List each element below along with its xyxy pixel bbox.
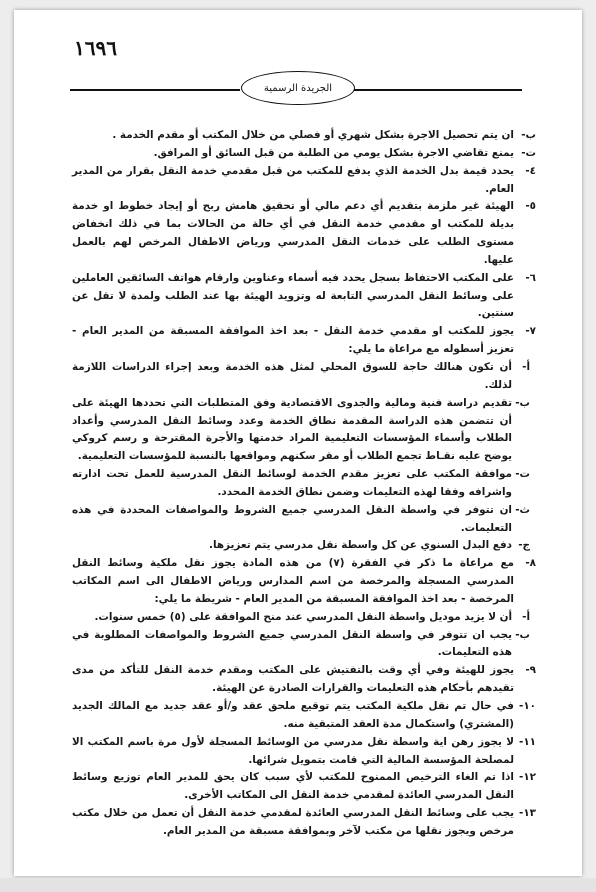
list-item bbox=[72, 163, 536, 199]
item-number: ٥- bbox=[525, 200, 536, 213]
item-text: مع مراعاة ما ذكر في الفقرة (٧) من هذه المادة يجوز نقل ملكية وسائط النقل المدرسي المسجلة والمرخصة من اسم المدارس ورياض الاطفال الى اسم المكاتب المرخصة - بعد اخذ الموافقة المسبقة من المدير العام - شريطة ما يلي: bbox=[72, 557, 514, 605]
item-text: تقديم دراسة فنية ومالية والجدوى الاقتصادية وفق المتطلبات التي تحددها الهيئة على أن تتضمن هذه الدراسة المقدمة نطاق الخدمة وعدد وسائط النقل المدرسي وأعداد الطلاب وأسماء المؤسسات التعليمية المراد خدمتها والأجرة المقترحة و رسم كروكي يوضح عليه نقـاط تجمع الطلاب أو مقر سكنهم ومواقعها بالنسبة للمؤسسات التعليمية. bbox=[72, 396, 512, 463]
sub-list-item bbox=[72, 395, 536, 466]
item-number: ٦- bbox=[525, 271, 536, 284]
sub-list-item bbox=[72, 466, 536, 502]
header-rule-left bbox=[70, 89, 240, 91]
item-number: ١٠- bbox=[518, 700, 536, 712]
item-number: ٧- bbox=[525, 325, 536, 338]
item-letter: ت- bbox=[515, 468, 530, 481]
list-item bbox=[72, 805, 536, 841]
list-item bbox=[72, 769, 536, 805]
item-text: أن تكون هنالك حاجة للسوق المحلي لمثل هذه الخدمة وبعد إجراء الدراسات اللازمة لذلك. bbox=[72, 360, 512, 391]
sub-list-item bbox=[72, 537, 536, 555]
list-item bbox=[72, 198, 536, 269]
item-text: أن لا يزيد موديل واسطة النقل المدرسي عند منح الموافقة على (٥) خمس سنوات. bbox=[94, 610, 512, 623]
list-item bbox=[72, 698, 536, 734]
item-letter: أ- bbox=[522, 610, 530, 623]
item-number: ١٣- bbox=[518, 807, 536, 820]
header-rule-right bbox=[352, 89, 522, 91]
item-number: ٤- bbox=[525, 164, 536, 177]
item-text: يجوز للمكتب او مقدمي خدمة النقل - بعد اخذ الموافقة المسبقة من المدير العام - تعزيز أسطوله مع مراعاة ما يلي: bbox=[72, 325, 514, 356]
item-text: يجوز للهيئة وفي أي وقت بالتفتيش على المكتب ومقدم خدمة النقل للتأكد من مدى تقيدهم بأحكام هذه التعليمات والقرارات الصادرة عن الهيئة. bbox=[72, 664, 514, 695]
list-item bbox=[72, 662, 536, 698]
item-text: يجب على وسائط النقل المدرسي العائدة لمقدمي خدمة النقل أن تعمل من خلال مكتب مرخص ويجوز نقلها من مكتب لآخر وبموافقة مسبقة من المدير العام. bbox=[72, 807, 514, 837]
item-text: يحدد قيمة بدل الخدمة الذي يدفع للمكتب من قبل مقدمي خدمة النقل بقرار من المدير العام. bbox=[72, 164, 514, 195]
sub-list-item bbox=[72, 359, 536, 395]
list-item bbox=[72, 145, 536, 163]
item-text: ان تتوفر في واسطة النقل المدرسي جميع الشروط والمواصفات المحددة في هذه التعليمات. bbox=[72, 503, 512, 534]
viewer-bottom-bar bbox=[0, 878, 596, 892]
list-item bbox=[72, 323, 536, 359]
item-text: ان يتم تحصيل الاجرة بشكل شهري أو فصلي من خلال المكتب أو مقدم الخدمة . bbox=[112, 129, 514, 141]
item-number: ت- bbox=[521, 146, 536, 159]
item-text: يمنع تقاضي الاجرة بشكل يومي من الطلبة من قبل السائق أو المرافق. bbox=[153, 146, 514, 159]
item-number: ٩- bbox=[525, 664, 536, 677]
item-text: على المكتب الاحتفاظ بسجل يحدد فيه أسماء وعناوين وارقام هواتف السائقين العاملين على وسائط النقل المدرسي التابعة له وتزويد الهيئة بها عند الطلب ولمدة لا تقل عن سنتين. bbox=[72, 271, 514, 320]
document-body bbox=[72, 127, 536, 841]
sub-list-item bbox=[72, 627, 536, 663]
item-letter: ث- bbox=[515, 503, 530, 516]
journal-name-oval bbox=[241, 71, 355, 105]
sub-list-item bbox=[72, 609, 536, 627]
item-number: ٨- bbox=[525, 557, 536, 570]
list-item bbox=[72, 127, 536, 145]
item-letter: ب- bbox=[515, 396, 530, 409]
item-letter: ج- bbox=[518, 539, 530, 552]
item-text: موافقة المكتب على تعزيز مقدم الخدمة لوسائط النقل المدرسية للعمل تحت ادارته واشرافه وفقا لهذه التعليمات وضمن نطاق الخدمة المحدد. bbox=[72, 468, 512, 498]
journal-name: الجريدة الرسمية bbox=[263, 82, 333, 94]
item-number: ١٢- bbox=[518, 771, 536, 784]
item-text: دفع البدل السنوي عن كل واسطة نقل مدرسي يتم تعزيزها. bbox=[209, 539, 512, 552]
item-text: لا يجوز رهن اية واسطة نقل مدرسي من الوسائط المسجلة لأول مرة باسم المكتب الا لمصلحة المؤسسة المالية التي قامت بتمويل شرائها. bbox=[72, 735, 514, 766]
item-text: في حال تم نقل ملكية المكتب يتم توقيع ملحق عقد و/أو عقد جديد مع المالك الجديد (المشتري) واستكمال مدة العقد المتبقية منه. bbox=[72, 700, 514, 730]
item-letter: أ- bbox=[522, 360, 530, 373]
list-item bbox=[72, 270, 536, 324]
item-letter: ب- bbox=[515, 628, 530, 641]
item-number: ١١- bbox=[518, 735, 536, 748]
sub-list-item bbox=[72, 502, 536, 538]
item-text: يجب ان تتوفر في واسطة النقل المدرسي جميع الشروط والمواصفات المطلوبة في هذه التعليمات. bbox=[72, 628, 512, 659]
page-number: ١٦٩٦ bbox=[74, 36, 117, 60]
list-item bbox=[72, 734, 536, 770]
item-number: ب- bbox=[521, 129, 536, 141]
list-item bbox=[72, 555, 536, 609]
item-text: اذا تم الغاء الترخيص الممنوح للمكتب لأي سبب كان يحق للمدير العام توزيع وسائط النقل المدرسي العائدة لمقدمي خدمة النقل الى المكاتب الأخرى. bbox=[72, 771, 514, 802]
document-page bbox=[14, 10, 582, 876]
item-text: الهيئة غير ملزمة بتقديم أي دعم مالي أو تحقيق هامش ربح أو إيجاد خطوط او خدمة بديلة للمكتب او مقدمي خدمة النقل في أي حالة من الحالات بما في ذلك انخفاض مستوى الطلب على خدمات النقل المدرسي ورياض الاطفال المرخص لهم بالعمل عليها. bbox=[72, 200, 514, 266]
